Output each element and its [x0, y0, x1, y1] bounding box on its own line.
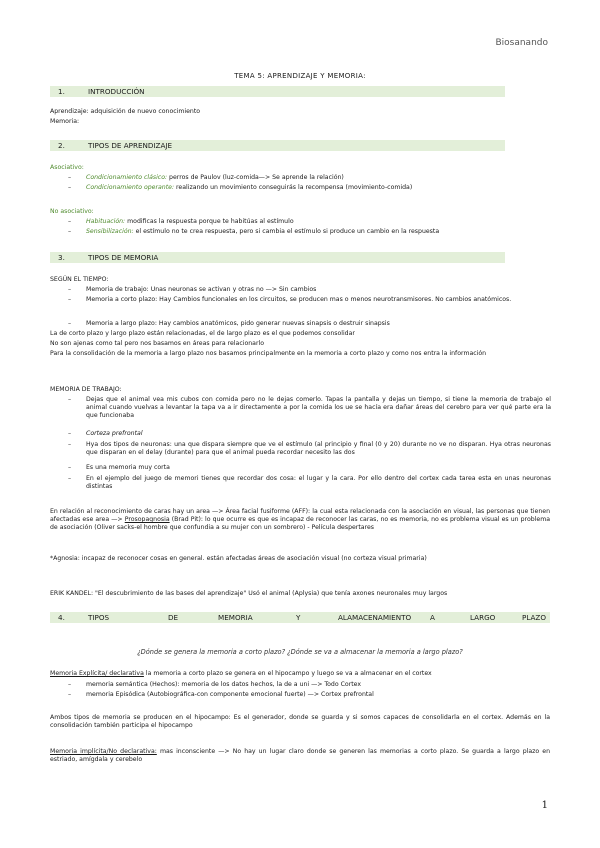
section-number: 2. [58, 141, 65, 150]
asociativo-label: Asociativo: [50, 164, 84, 171]
list-item: Hya dos tipos de neuronas: una que dispara siempre que ve el estímulo (al principio y final (0 y 20) durante no ve no disparan. Hya otras neuronas que disparan en el delay (durante) para que el animal pueda recordar necesito las dos [86, 441, 551, 456]
subheading: MEMORIA DE TRABAJO: [50, 386, 122, 393]
intro-line: Aprendizaje: adquisición de nuevo conocimiento [50, 108, 201, 115]
heading-word: PLAZO [522, 613, 547, 622]
heading-word: Y [296, 613, 301, 622]
noasociativo-label: No asociativo: [50, 208, 94, 215]
section-heading-2 [50, 140, 505, 151]
bullet-dash: – [68, 430, 72, 437]
bullet-dash: – [68, 691, 72, 698]
heading-word: DE [168, 613, 179, 622]
bullet-dash: – [68, 396, 72, 403]
list-item: Condicionamiento operante: realizando un movimiento conseguirás la recompensa (movimiento-comida) [86, 184, 413, 191]
page-number: 1 [541, 800, 548, 811]
list-item: Memoria de trabajo: Unas neuronas se activan y otras no —> Sin cambios [86, 286, 317, 293]
section-heading-4 [50, 612, 550, 623]
paragraph: No son ajenas como tal pero nos basamos en áreas para relacionarlo [50, 340, 264, 347]
bullet-dash: – [68, 441, 72, 448]
list-item: Habituación: modificas la respuesta porque te habitúas al estímulo [86, 218, 294, 225]
paragraph: *Agnosia: incapaz de reconocer cosas en general. están afectadas áreas de asociación visual (no corteza visual primaria) [50, 555, 427, 562]
heading-word: A [430, 613, 435, 622]
list-item: Corteza prefrontal [86, 430, 143, 437]
list-item: Memoria a corto plazo: Hay Cambios funcionales en los circuitos, se producen mas o menos neurotransmisores. No cambios anatómicos. [86, 296, 512, 303]
bullet-dash: – [68, 174, 72, 181]
section-heading-1 [50, 86, 505, 97]
section-number: 1. [58, 87, 65, 96]
paragraph: En relación al reconocimiento de caras hay un area —> Área facial fusiforme (AFF): la cual esta relacionada con la asociación en visual, las personas que tienen afectadas ese area —> Prosopagnosia (Brad Pit): lo que ocurre es que es incapaz de reconocer las caras, no es memoria, no es problema visual es un problema de asociación (Oliver sacks-el hombre que confundia a su mujer con un sombrero) - Película despertares [50, 508, 551, 531]
section-label: TIPOS DE APRENDIZAJE [88, 141, 173, 150]
list-item: memoria Episódica (Autobiográfica-con componente emocional fuerte) —> Cortex prefrontal [86, 691, 374, 698]
paragraph: Memoria implícita/No declarativa: mas inconsciente —> No hay un lugar claro donde se generen las memorias a corto plazo. Se guarda a largo plazo en estriado, amígdala y cerebelo [50, 748, 551, 763]
section-label: TIPOS DE MEMORIA [88, 253, 159, 262]
heading-word: MEMORIA [218, 613, 253, 622]
bullet-dash: – [68, 464, 72, 471]
bullet-dash: – [68, 296, 72, 303]
section-number: 4. [58, 613, 65, 622]
paragraph: Memoria Explícita/ declarativa la memoria a corto plazo se genera en el hipocampo y luego se va a almacenar en el cortex [50, 670, 432, 677]
section-heading-3 [50, 252, 505, 263]
section-label: INTRODUCCIÓN [88, 87, 145, 96]
bullet-dash: – [68, 681, 72, 688]
bullet-dash: – [68, 228, 72, 235]
heading-word: TIPOS [88, 613, 110, 622]
page-title: TEMA 5: APRENDIZAJE Y MEMORIA: [234, 72, 366, 80]
bullet-dash: – [68, 286, 72, 293]
list-item: memoria semántica (Hechos): memoria de los datos hechos, la de a uni —> Todo Cortex [86, 681, 362, 688]
question-line: ¿Dónde se genera la memoria a corto plazo? ¿Dónde se va a almacenar la memoria a largo plazo? [137, 648, 463, 656]
brand-label: Biosanando [495, 38, 548, 48]
paragraph: Para la consolidación de la memoria a largo plazo nos basamos principalmente en la memoria a corto plazo y como nos entra la información [50, 350, 487, 357]
list-item: Dejas que el animal vea mis cubos con comida pero no le dejas comerlo. Tapas la pantalla y dejas un tiempo, si tiene la memoria de trabajo el animal cuando vuelvas a levantar la tapa va a ir directamente a por la comida los ue se hacía era dañar áreas del cerebro para ver qué parte era la que funcionaba [86, 396, 551, 419]
section-number: 3. [58, 253, 65, 262]
bullet-dash: – [68, 475, 72, 482]
paragraph: La de corto plazo y largo plazo están relacionadas, el de largo plazo es el que podemos consolidar [50, 330, 355, 337]
bullet-dash: – [68, 184, 72, 191]
heading-word: LARGO [470, 613, 496, 622]
bullet-dash: – [68, 218, 72, 225]
subheading: SEGÚN EL TIEMPO: [50, 276, 109, 283]
list-item: Sensibilización: el estímulo no te crea respuesta, pero si cambia el estímulo si produce un cambio en la respuesta [86, 228, 440, 235]
list-item: Memoria a largo plazo: Hay cambios anatómicos, pido generar nuevas sinapsis o destruir sinapsis [86, 320, 390, 327]
paragraph: Ambos tipos de memoria se producen en el hipocampo: Es el generador, donde se guarda y si somos capaces de consolidarla en el cortex. Además en la consolidación también participa el hipocampo [50, 714, 550, 729]
heading-word: ALAMACENAMIENTO [338, 613, 412, 622]
list-item: En el ejemplo del juego de memori tienes que recordar dos cosa: el lugar y la cara. Por ello dentro del cortex cada tarea esta en unas neuronas distintas [86, 475, 551, 490]
paragraph: ERIK KANDEL: "El descubrimiento de las bases del aprendizaje" Usó el animal (Aplysia) que tenía axones neuronales muy largos [50, 590, 448, 597]
intro-line: Memoria: [50, 118, 80, 125]
bullet-dash: – [68, 320, 72, 327]
list-item: Condicionamiento clásico: perros de Paulov (luz-comida—> Se aprende la relación) [86, 174, 344, 181]
list-item: Es una memoria muy corta [86, 464, 170, 471]
